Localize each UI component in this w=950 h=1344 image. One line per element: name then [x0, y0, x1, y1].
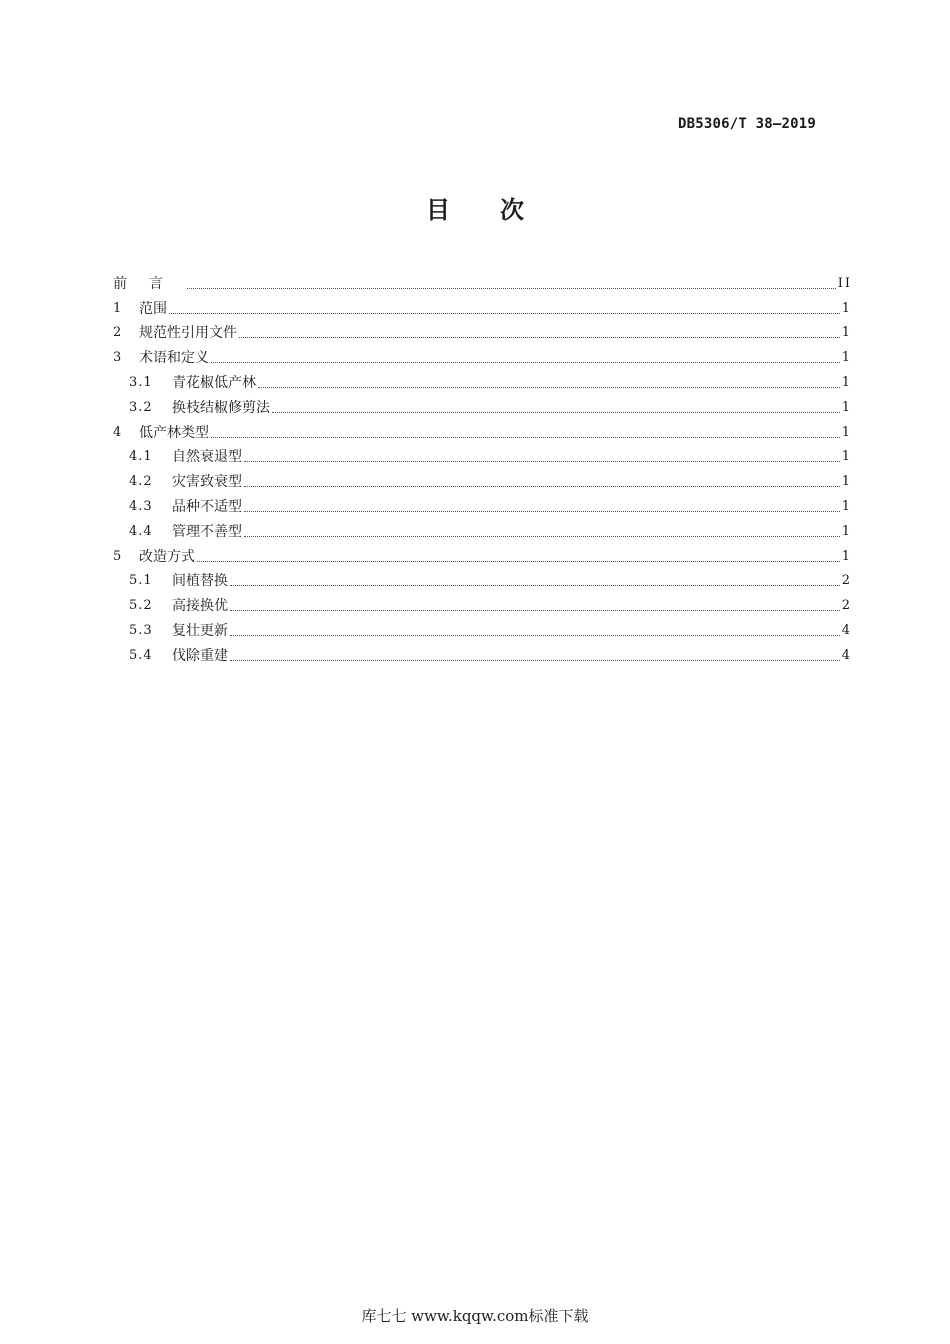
toc-entry-page: II — [837, 275, 852, 291]
toc-entry[interactable] — [113, 491, 850, 516]
toc-entry-page: 4 — [841, 622, 852, 638]
toc-entry-number: 4.3 — [129, 498, 153, 514]
toc-entry[interactable] — [113, 417, 850, 442]
toc-entry-label: 灾害致衰型 — [172, 474, 242, 491]
toc-entry-label: 伐除重建 — [172, 647, 228, 664]
toc-entry-number: 3.2 — [129, 399, 153, 415]
toc-entry[interactable] — [113, 342, 850, 367]
toc-leader-dots — [169, 312, 840, 314]
toc-entry-label: 自然衰退型 — [172, 449, 242, 466]
toc-entry-label: 青花椒低产林 — [172, 374, 256, 391]
toc-entry[interactable] — [113, 516, 850, 541]
toc-entry-label: 术语和定义 — [139, 350, 209, 367]
toc-entry-label: 改造方式 — [139, 548, 195, 565]
toc-leader-dots — [258, 386, 840, 388]
toc-entry-page: 2 — [841, 598, 852, 614]
toc-entry-number: 1 — [113, 300, 122, 316]
toc-leader-dots — [211, 361, 840, 363]
toc-entry-label: 品种不适型 — [172, 498, 242, 515]
toc-entry[interactable] — [113, 566, 850, 591]
toc-entry-number: 2 — [113, 325, 122, 341]
toc-entry-number: 4 — [113, 424, 122, 440]
toc-entry-number: 5 — [113, 548, 122, 564]
toc-entry-page: 1 — [841, 498, 852, 514]
toc-entry-page: 2 — [841, 573, 852, 589]
toc-leader-dots — [244, 535, 840, 537]
toc-entry-page: 1 — [841, 548, 852, 564]
toc-entry[interactable] — [113, 466, 850, 491]
toc-leader-dots — [230, 659, 840, 661]
standard-code: DB5306/T 38—2019 — [677, 116, 816, 132]
toc-entry[interactable] — [113, 541, 850, 566]
toc-entry-number: 3 — [113, 350, 122, 366]
toc-entry-number: 5.1 — [129, 573, 153, 589]
toc-entry[interactable] — [113, 293, 850, 318]
toc-entry-label: 范围 — [139, 300, 167, 317]
toc-entry-page: 1 — [841, 300, 852, 316]
toc-entry-label: 规范性引用文件 — [139, 325, 237, 342]
toc-leader-dots — [244, 510, 840, 512]
toc-entry[interactable] — [113, 392, 850, 417]
toc-entry-label: 间植替换 — [172, 573, 228, 590]
toc-entry[interactable] — [113, 367, 850, 392]
toc-entry[interactable] — [113, 442, 850, 467]
toc-entry-label: 低产林类型 — [139, 424, 209, 441]
toc-leader-dots — [230, 584, 840, 586]
toc-entry-page: 1 — [841, 350, 852, 366]
toc-entry[interactable] — [113, 615, 850, 640]
toc-entry-page: 1 — [841, 449, 852, 465]
toc-leader-dots — [244, 485, 840, 487]
toc-entry-number: 3.1 — [129, 374, 153, 390]
toc-entry-page: 4 — [841, 647, 852, 663]
toc-entry-page: 1 — [841, 424, 852, 440]
page-title: 目次 — [426, 196, 574, 224]
toc-entry-number: 5.2 — [129, 598, 153, 614]
toc-entry-page: 1 — [841, 374, 852, 390]
toc-entry-number: 4.1 — [129, 449, 153, 465]
toc-entry-number: 5.3 — [129, 622, 153, 638]
toc-entry-label: 前言 — [113, 275, 185, 292]
toc-entry-page: 1 — [841, 325, 852, 341]
toc-entry-label: 复壮更新 — [172, 622, 228, 639]
toc-leader-dots — [244, 460, 840, 462]
toc-leader-dots — [230, 609, 840, 611]
footer-watermark: 库七七 www.kqqw.com标准下载 — [361, 1307, 589, 1325]
toc-entry[interactable] — [113, 640, 850, 665]
toc-leader-dots — [239, 336, 840, 338]
toc-leader-dots — [197, 560, 840, 562]
toc-leader-dots — [272, 411, 840, 413]
toc-entry[interactable] — [113, 590, 850, 615]
toc-entry-page: 1 — [841, 399, 852, 415]
toc-entry-number: 4.4 — [129, 523, 153, 539]
toc-entry-number: 4.2 — [129, 474, 153, 490]
toc-entry[interactable] — [113, 268, 850, 293]
toc-leader-dots — [211, 436, 840, 438]
table-of-contents — [113, 268, 850, 665]
toc-entry-number: 5.4 — [129, 647, 153, 663]
toc-leader-dots — [230, 634, 840, 636]
toc-entry-label: 换枝结椒修剪法 — [172, 399, 270, 416]
toc-leader-dots — [187, 287, 836, 289]
toc-entry-page: 1 — [841, 523, 852, 539]
toc-entry-label: 管理不善型 — [172, 523, 242, 540]
toc-entry[interactable] — [113, 318, 850, 343]
toc-entry-page: 1 — [841, 474, 852, 490]
toc-entry-label: 高接换优 — [172, 598, 228, 615]
